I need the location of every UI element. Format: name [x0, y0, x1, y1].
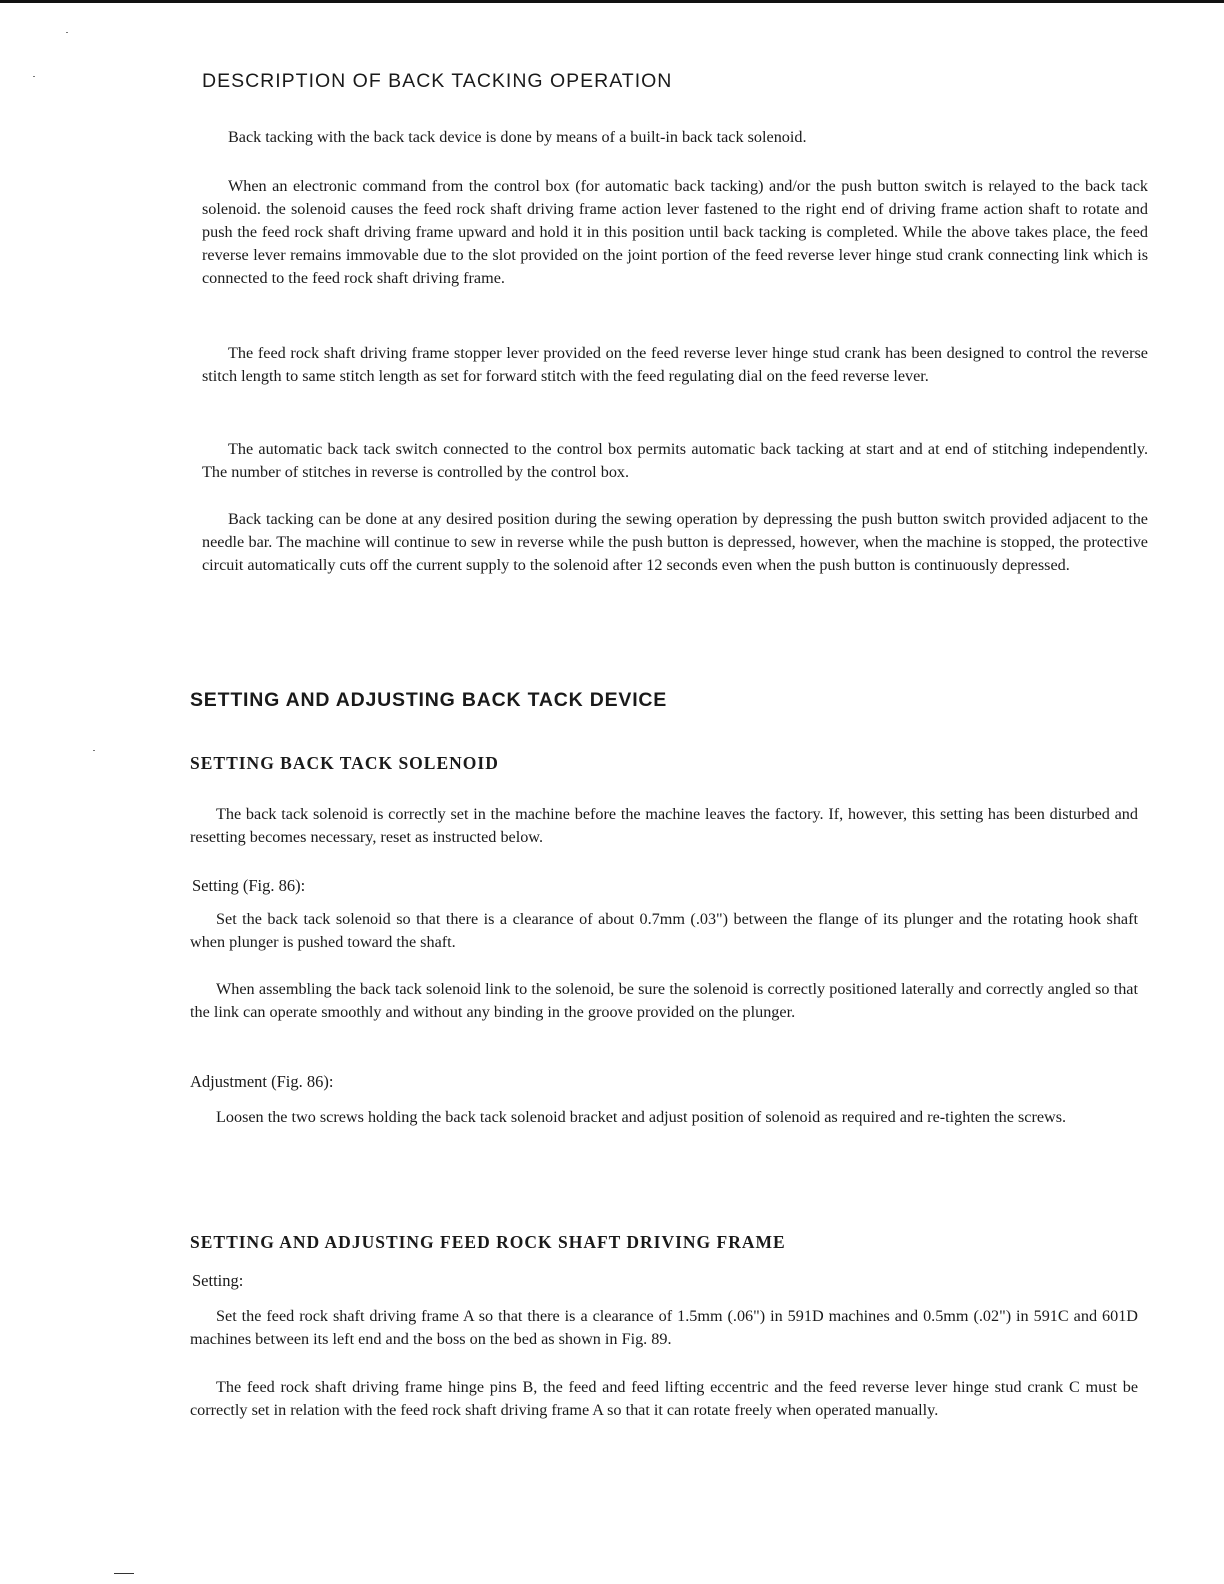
adjustment-label-fig86: Adjustment (Fig. 86):: [190, 1072, 334, 1091]
paragraph-stopper-lever: The feed rock shaft driving frame stopper lever provided on the feed reverse lever hinge stud crank has been designed to control the reverse stitch length to same stitch length as set for forward stitch with the feed regulating dial on the feed reverse lever.: [202, 344, 1148, 385]
section-title-setting-adjusting: SETTING AND ADJUSTING BACK TACK DEVICE: [190, 689, 668, 711]
paragraph-automatic-switch: The automatic back tack switch connected to the control box permits automatic back tacking at start and at end of stitching independently. The number of stitches in reverse is controlled by the control box.: [202, 440, 1148, 481]
scan-speck: [33, 76, 35, 77]
scan-speck: [93, 750, 95, 751]
paragraph-solenoid-link: When assembling the back tack solenoid link to the solenoid, be sure the solenoid is correctly positioned laterally and correctly angled so that the link can operate smoothly and without any binding in the groove provided on the plunger.: [190, 980, 1138, 1021]
paragraph-solenoid-clearance: Set the back tack solenoid so that there is a clearance of about 0.7mm (.03") between the flange of its plunger and the rotating hook shaft when plunger is pushed toward the shaft.: [190, 910, 1138, 951]
setting-label: Setting:: [192, 1271, 244, 1290]
setting-label-fig86: Setting (Fig. 86):: [192, 876, 306, 895]
subsection-title-solenoid: SETTING BACK TACK SOLENOID: [190, 753, 499, 773]
paragraph-adjustment: Loosen the two screws holding the back tack solenoid bracket and adjust position of solenoid as required and re-tighten the screws.: [216, 1108, 1067, 1126]
paragraph-push-button: Back tacking can be done at any desired position during the sewing operation by depressing the push button switch provided adjacent to the needle bar. The machine will continue to sew in reverse while the push button is depressed, however, when the machine is stopped, the protective circuit automatically cuts off the current supply to the solenoid after 12 seconds even when the push button is continuously depressed.: [202, 510, 1148, 574]
subsection-title-driving-frame: SETTING AND ADJUSTING FEED ROCK SHAFT DRIVING FRAME: [190, 1232, 786, 1252]
paragraph-solenoid-intro: The back tack solenoid is correctly set in the machine before the machine leaves the factory. If, however, this setting has been disturbed and resetting becomes necessary, reset as instructed below.: [190, 805, 1138, 846]
paragraph-hinge-pins: The feed rock shaft driving frame hinge pins B, the feed and feed lifting eccentric and the feed reverse lever hinge stud crank C must be correctly set in relation with the feed rock shaft driving frame A so that it can rotate freely when operated manually.: [190, 1378, 1138, 1419]
scan-speck: [66, 32, 68, 33]
paragraph-frame-clearance: Set the feed rock shaft driving frame A so that there is a clearance of 1.5mm (.06") in 591D machines and 0.5mm (.02") in 591C and 601D machines between its left end and the boss on the bed as shown in Fig. 89.: [190, 1307, 1138, 1348]
section-title-back-tacking: DESCRIPTION OF BACK TACKING OPERATION: [202, 70, 673, 92]
paragraph-intro: Back tacking with the back tack device is done by means of a built-in back tack solenoid.: [228, 128, 807, 146]
bottom-margin-mark: [114, 1573, 134, 1574]
paragraph-electronic-command: When an electronic command from the control box (for automatic back tacking) and/or the push button switch is relayed to the back tack solenoid. the solenoid causes the feed rock shaft driving frame action lever fastened to the right end of driving frame action shaft to rotate and push the feed rock shaft driving frame upward and hold it in this position until back tacking is completed. While the above takes place, the feed reverse lever remains immovable due to the slot provided on the joint portion of the feed reverse lever hinge stud crank connecting link which is connected to the feed rock shaft driving frame.: [202, 177, 1148, 287]
